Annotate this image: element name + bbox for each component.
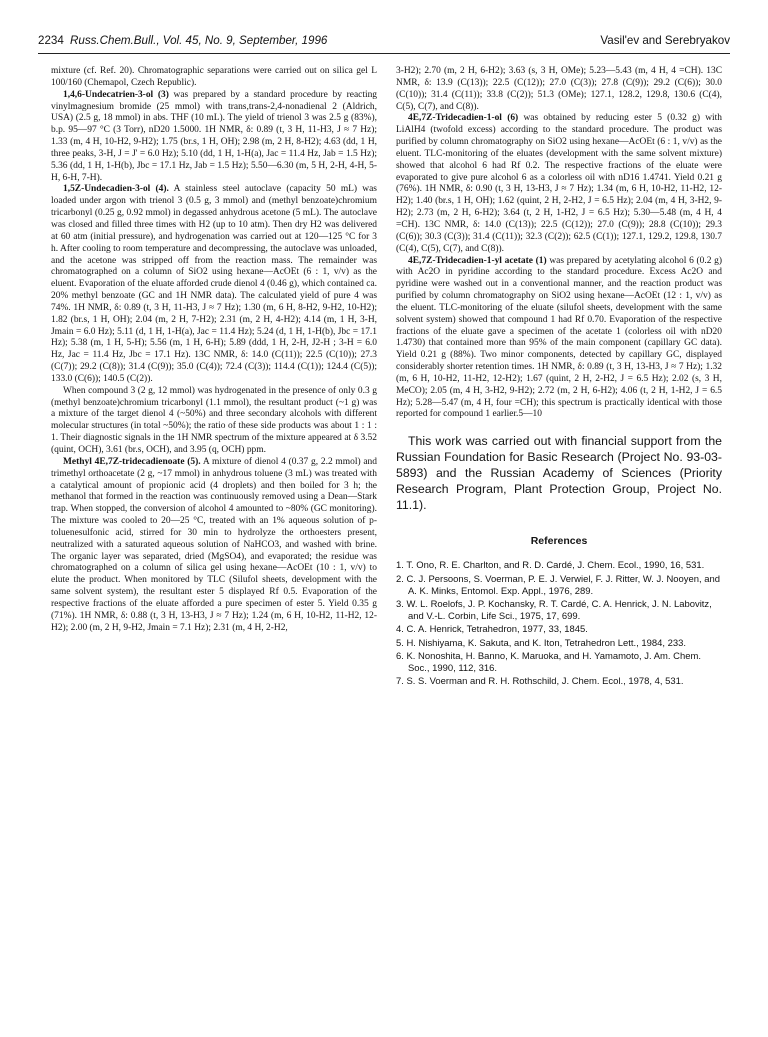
paragraph [51, 90, 377, 185]
paragraph-text: was prepared by acetylating alcohol 6 (0.2 g) with Ac2O in pyridine according to the standard procedure. Excess Ac2O and pyridine were washed out in a conventional manner, and the reaction product was purified by column chromatography on SiO2 using hexane—AcOEt (12 : 1, v/v) as the eluent. TLC-monitoring of the eluate (silufol sheets, development with the same solvent system) showed that compound 1 had Rf 0.70. Evaporation of the respective fractions of the eluate gave a specimen of the acetate 1 (colorless oil with nD20 1.4730) that contained more than 95% of the main component (capillary GC data). Yield 0.21 g (88%). Two minor components, detected by capillary GC, displayed considerably shorter retention times. 1H NMR, δ: 0.89 (t, 3 H, 13-H3, J ≈ 7 Hz); 1.32 (m, 6 H, 10-H2, 11-H2, 12-H2); 1.67 (quint, 2 H, 2-H2, J = 6.5 Hz); 2.02 (s, 3 H, MeCO); 2.05 (m, 4 H, 3-H2, 9-H2); 2.72 (m, 2 H, 6-H2); 4.06 (t, 2 H, 1-H2, J = 6.5 Hz); 5.28—5.47 (m, 4 H, four =CH); this spectrum is practically identical with those reported for compound 1 earlier.5—10 [396, 255, 722, 420]
paragraph [51, 457, 377, 635]
compound-heading: 1,5Z-Undecadien-3-ol (4). [63, 184, 169, 195]
left-column [51, 66, 377, 635]
compound-heading: 4E,7Z-Tridecadien-1-yl acetate (1) [408, 255, 547, 266]
reference-item: 1. T. Ono, R. E. Charlton, and R. D. Cardé, J. Chem. Ecol., 1990, 16, 531. [396, 560, 705, 572]
compound-heading: 4E,7Z-Tridecadien-1-ol (6) [408, 113, 519, 124]
paragraph-text: A stainless steel autoclave (capacity 50 mL) was loaded under argon with trienol 3 (0.5 g, 3 mmol) and (methyl benzoate)chromium tricarbonyl (0.25 g, 0.92 mmol) in degassed anhydrous acetone (5 mL). The autoclave was closed and filled three times with H2 (up to 10 atm). Then dry H2 was delivered at 60 atm (initial pressure), and hydrogenation was carried out at 120—125 °C for 3 h. After cooling to room temperature and decompressing, the autoclave was unloaded, and the acetone was stripped off from the reaction mass. The remainder was chromatographed on a column of SiO2 using hexane—AcOEt (6 : 1, v/v) as the eluent. Evaporation of the eluate afforded crude dienol 4 (0.46 g), which contained ca. 20% methyl benzoate (GC and 1H NMR data). The calculated yield of pure 4 was 74%. 1H NMR, δ: 0.89 (t, 3 H, 11-H3, J ≈ 7 Hz); 1.30 (m, 6 H, 8-H2, 9-H2, 10-H2); 1.82 (br.s, 1 H, OH); 2.04 (m, 2 H, 7-H2); 2.31 (m, 2 H, 4-H2); 4.14 (m, 1 H, 3-H, Jmain = 6.0 Hz); 5.11 (d, 1 H, 1-H(a), Jac = 11.4 Hz); 5.24 (d, 1 H, 1-H(b), Jbc = 17.1 Hz); 5.38 (m, 1 H, 5-H); 5.56 (m, 1 H, 6-H); 5.89 (ddd, 1 H, 2-H, J2-H ; 3-H = 6.0 Hz, Jac = 11.4 Hz, Jbc = 17.1 Hz). 13C NMR, δ: 14.0 (C(11)); 22.5 (C(10)); 27.3 (C(7)); 29.2 (C(8)); 31.4 (C(9)); 35.0 (C(4)); 72.4 (C(3)); 114.4 (C(1)); 124.4 (C(5)); 133.0 (C(6)); 140.5 (C(2)). [51, 184, 377, 384]
paragraph [396, 256, 722, 422]
paragraph [51, 184, 377, 385]
compound-heading: 1,4,6-Undecatrien-3-ol (3) [63, 89, 169, 100]
reference-item: 4. C. A. Henrick, Tetrahedron, 1977, 33, 1845. [396, 624, 588, 636]
running-authors: Vasil'ev and Serebryakov [600, 34, 730, 47]
journal-citation: Russ.Chem.Bull., Vol. 45, No. 9, September, 1996 [70, 34, 328, 47]
compound-heading: Methyl 4E,7Z-tridecadienoate (5). [63, 456, 201, 467]
reference-item: 2. C. J. Persoons, S. Voerman, P. E. J. Verwiel, F. J. Ritter, W. J. Nooyen, and A. K. Minks, Entomol. Exp. Appl., 1976, 289. [396, 573, 720, 597]
paragraph-text: A mixture of dienol 4 (0.37 g, 2.2 mmol) and trimethyl orthoacetate (2 g, ~17 mmol) in anhydrous toluene (3 mL) was treated with a catalytical amount of propionic acid (4 droplets) and then boiled for 3 h; the methanol that formed in the reaction was continuously removed using a Dean—Stark trap. When stopped, the conversion of alcohol 4 amounted to ~80% (GC monitoring). The mixture was cooled to 20—25 °C, treated with an 1% aqueous solution of p-toluenesulfonic acid, stirred for 30 min to hydrolyze the orthoesters present, neutralized with a saturated aqueous solution of NaHCO3, and washed with brine. The organic layer was separated, dried (MgSO4), and evaporated; the residue was chromatographed on a column of silica gel using hexane—AcOEt (10 : 1, v/v) to elute the product. When monitored by TLC (Silufol sheets, development with the same solvent system), the resultant ester 5 displayed Rf 0.5. Evaporation of the respective fractions of the eluate afforded a pure specimen of ester 5. Yield 0.35 g (71%). 1H NMR, δ: 0.88 (t, 3 H, 13-H3, J ≈ 7 Hz); 1.24 (m, 6 H, 10-H2, 11-H2, 12-H2); 2.00 (m, 2 H, 9-H2, Jmain = 7.1 Hz); 2.31 (m, 4 H, 2-H2, [51, 456, 377, 633]
references-heading: References [530, 535, 588, 548]
acknowledgment: This work was carried out with financial support from the Russian Foundation for Basic Research (Project No. 93-03-5893) and the Russian Academy of Sciences (Priority Research Program, Plant Protection Group, Project No. 11.1). [396, 434, 722, 513]
reference-item: 6. K. Nonoshita, H. Banno, K. Maruoka, and H. Yamamoto, J. Am. Chem. Soc., 1990, 112, 316. [396, 650, 701, 674]
page-header [38, 34, 730, 52]
paragraph: 3-H2); 2.70 (m, 2 H, 6-H2); 3.63 (s, 3 H, OMe); 5.23—5.43 (m, 4 H, 4 =CH). 13C NMR, δ: 13.9 (C(13)); 22.5 (C(12)); 27.0 (C(3)); 27.8 (C(9)); 29.2 (C(6)); 30.0 (C(10)); 31.4 (C(11)); 33.8 (C(2)); 51.3 (OMe); 127.1, 128.2, 129.8, 130.6 (C(4), C(5), C(7), and C(8)). [396, 66, 722, 112]
paragraph-text: was prepared by a standard procedure by reacting vinylmagnesium bromide (25 mmol) with trans,trans-2,4-nonadienal 2 (Aldrich, USA) (2.5 g, 18 mmol) in abs. THF (10 mL). The yield of trienol 3 was 2.5 g (83%), b.p. 95—97 °C (3 Torr), nD20 1.5000. 1H NMR, δ: 0.89 (t, 3 H, 11-H3, J ≈ 7 Hz); 1.33 (m, 4 H, 10-H2, 9-H2); 1.75 (br.s, 1 H, OH); 2.98 (m, 2 H, 8-H2); 4.63 (dd, 1 H, three peaks, 3-H, J = J' = 6.0 Hz); 5.10 (dd, 1 H, 1-H(a), Jac = 11.4 Hz, Jab = 1.5 Hz); 5.36 (dd, 1 H, 1-H(b), Jbc = 17.1 Hz, Jab = 1.5 Hz); 5.50—6.30 (m, 5 H, 2-H, 4-H, 5-H, 6-H, 7-H). [51, 89, 378, 183]
paragraph: mixture (cf. Ref. 20). Chromatographic separations were carried out on silica gel L 100/160 (Chemapol, Czech Republic). [51, 66, 377, 88]
paragraph [396, 113, 722, 255]
reference-item: 3. W. L. Roelofs, J. P. Kochansky, R. T. Cardé, C. A. Henrick, J. N. Labovitz, and V.-L. Corbin, Life Sci., 1975, 17, 699. [396, 598, 712, 623]
page-number: 2234 [38, 34, 64, 47]
paragraph: When compound 3 (2 g, 12 mmol) was hydrogenated in the presence of only 0.3 g (methyl benzoate)chromium tricarbonyl (1.1 mmol), the resultant product (~1 g) was a mixture of the target dienol 4 (~50%) and three secondary alcohols with different molecular structures (in total ~50%); the ratio of these side products was about 1 : 1 : 1. Their diagnostic signals in the 1H NMR spectrum of the mixture appeared at δ 3.52 (quint, OCH), 3.61 (br.s, OCH), and 3.95 (q, OCH) ppm. [51, 385, 377, 455]
right-column [396, 66, 722, 689]
paragraph-text: was obtained by reducing ester 5 (0.32 g) with LiAlH4 (twofold excess) according to the standard procedure. The product was purified by column chromatography on SiO2 using hexane—AcOEt (6 : 1, v/v) as the eluent. TLC-monitoring of the eluates (development with the same solvent mixture) showed that alcohol 6 had Rf 0.2. The respective fractions of the eluate were evaporated to give pure alcohol 6 as a colorless oil with nD16 1.4741. Yield 0.21 g (76%). 1H NMR, δ: 0.90 (t, 3 H, 13-H3, J ≈ 7 Hz); 1.34 (m, 6 H, 10-H2, 11-H2, 12-H2); 1.40 (br.s, 1 H, OH); 1.62 (quint, 2 H, 2-H2, J = 6.5 Hz); 2.04 (m, 4 H, 3-H2, 9-H2); 2.73 (m, 2 H, 6-H2); 3.64 (t, 2 H, 1-H2, J = 6.5 Hz); 5.30—5.48 (m, 4 H, 4 =CH). 13C NMR, δ: 14.0 (C(13)); 22.5 (C(12)); 27.0 (C(9)); 28.8 (C(10)); 29.3 (C(6)); 30.3 (C(3)); 31.4 (C(11)); 32.3 (C(2)); 62.5 (C(1)); 127.1, 129.2, 129.8, 130.7 (C(4), C(5), C(7), and C(8)). [396, 113, 722, 254]
references-list [396, 560, 722, 688]
header-rule [38, 53, 730, 54]
reference-item: 5. H. Nishiyama, K. Sakuta, and K. Iton, Tetrahedron Lett., 1984, 233. [396, 637, 686, 649]
reference-item: 7. S. S. Voerman and R. H. Rothschild, J. Chem. Ecol., 1978, 4, 531. [396, 676, 684, 688]
